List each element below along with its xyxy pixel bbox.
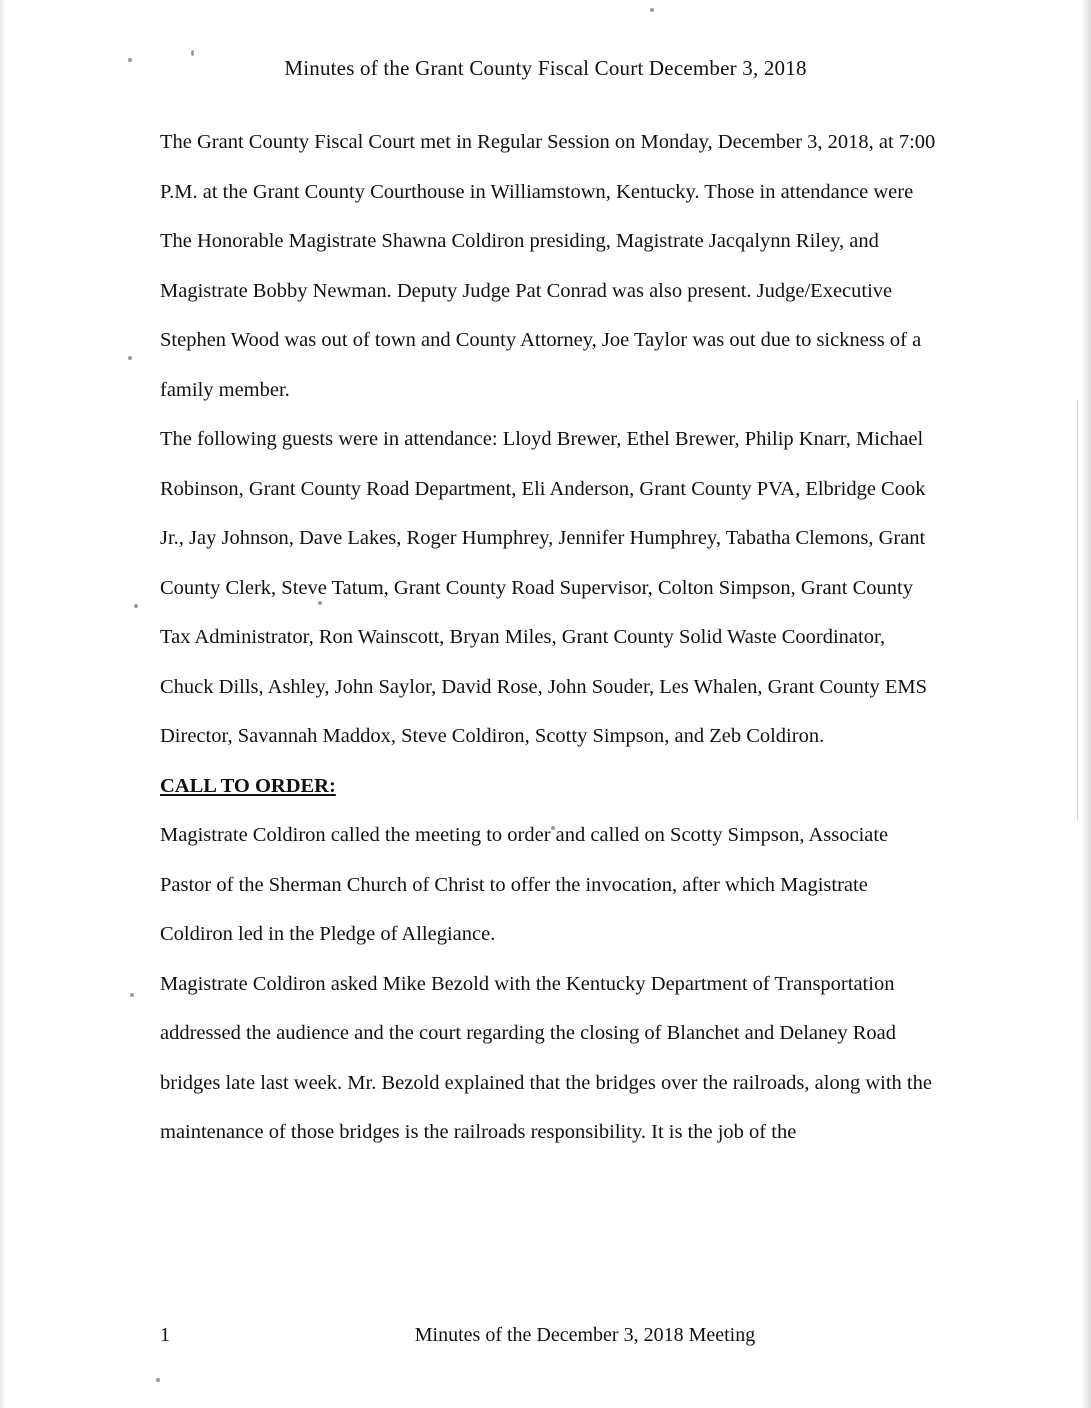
paragraph-bezold: Magistrate Coldiron asked Mike Bezold with the Kentucky Department of Transportation addressed the audience and the court regarding the closing of Blanchet and Delaney Road bridges late last week. Mr. Bezold explained that the bridges over the railroads, along with the maintenance of those bridges is the railroads responsibility. It is the job of the	[160, 972, 932, 1143]
section-heading-text: CALL TO ORDER:	[160, 774, 336, 797]
document-body	[160, 118, 940, 1158]
scan-speck	[650, 8, 654, 12]
paragraph-attendance: The Grant County Fiscal Court met in Regular Session on Monday, December 3, 2018, at 7:00 P.M. at the Grant County Courthouse in Williamstown, Kentucky. Those in attendance were The Honorable Magistrate Shawna Coldiron presiding, Magistrate Jacqalynn Riley, and Magistrate Bobby Newman. Deputy Judge Pat Conrad was also present. Judge/Executive Stephen Wood was out of town and County Attorney, Joe Taylor was out due to sickness of a family member.	[160, 131, 936, 401]
scan-speck	[134, 604, 138, 608]
scan-artifact-line	[1077, 400, 1078, 820]
scan-speck	[156, 1378, 160, 1382]
scan-edge-right	[1081, 0, 1091, 1408]
scan-edge-left	[0, 0, 6, 1408]
page-title: Minutes of the Grant County Fiscal Court December 3, 2018	[284, 56, 807, 80]
scan-speck	[130, 993, 134, 997]
paragraph-invocation: Magistrate Coldiron called the meeting to order and called on Scotty Simpson, Associate Pastor of the Sherman Church of Christ to offer the invocation, after which Magistrate Coldiron led in the Pledge of Allegiance.	[160, 824, 889, 945]
scan-speck	[128, 356, 132, 360]
footer-title: Minutes of the December 3, 2018 Meeting	[414, 1324, 756, 1346]
footer-page-number: 1	[160, 1324, 170, 1346]
section-heading-call-to-order	[160, 762, 940, 812]
paragraph-guests: The following guests were in attendance: Lloyd Brewer, Ethel Brewer, Philip Knarr, Michael Robinson, Grant County Road Department, Eli Anderson, Grant County PVA, Elbridge Cook Jr., Jay Johnson, Dave Lakes, Roger Humphrey, Jennifer Humphrey, Tabatha Clemons, Grant County Clerk, Steve Tatum, Grant County Road Supervisor, Colton Simpson, Grant County Tax Administrator, Ron Wainscott, Bryan Miles, Grant County Solid Waste Coordinator, Chuck Dills, Ashley, John Saylor, David Rose, John Souder, Les Whalen, Grant County EMS Director, Savannah Maddox, Steve Coldiron, Scotty Simpson, and Zeb Coldiron.	[160, 428, 928, 747]
